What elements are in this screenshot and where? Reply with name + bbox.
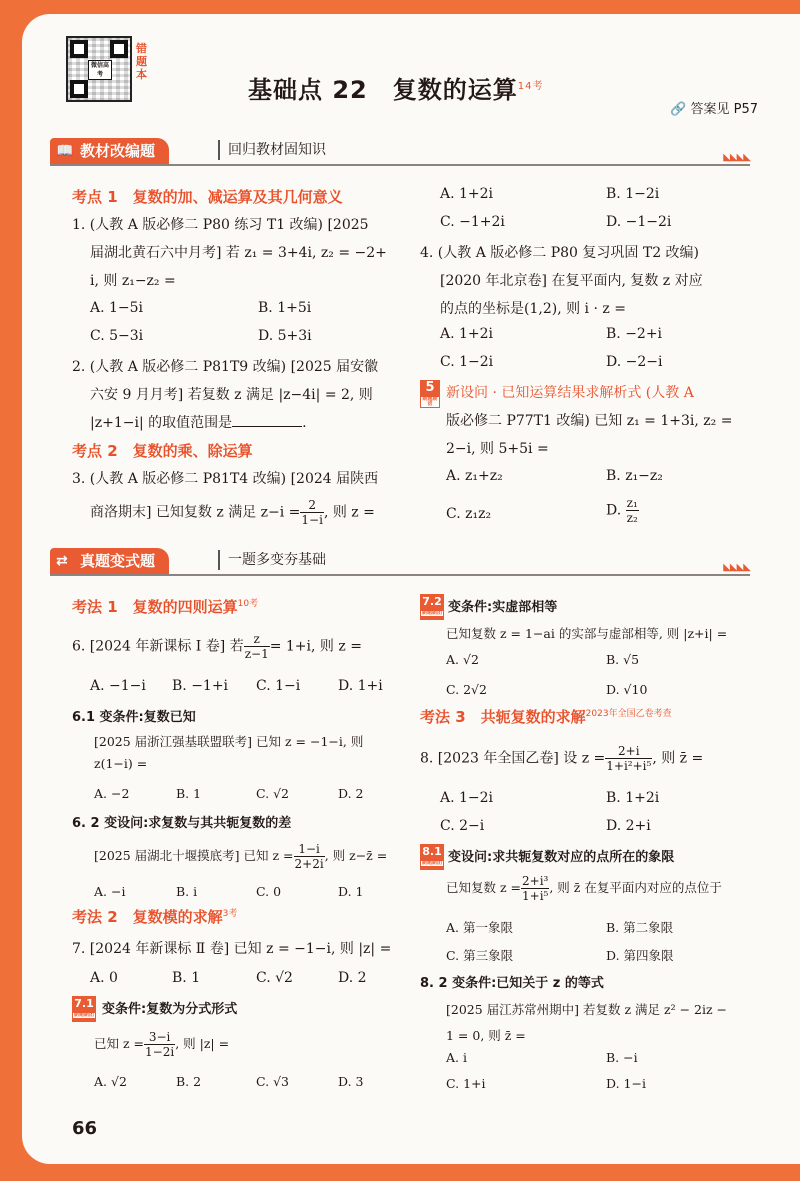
section-bar-1 — [50, 138, 750, 168]
title-sup: 14考 — [517, 81, 544, 92]
frac-num: 1−i — [294, 842, 325, 857]
side-tag: 错题本 — [136, 42, 147, 81]
section-title: 教材改编题 — [80, 142, 156, 160]
page-number: 66 — [72, 1118, 98, 1139]
v71-option-c[interactable]: C. √3 — [256, 1074, 289, 1089]
v72-option-b[interactable]: B. √5 — [606, 652, 640, 667]
qr-finder — [70, 80, 88, 98]
q6-option-a[interactable]: A. −1−i — [90, 678, 146, 694]
variant-badge — [72, 996, 96, 1022]
divider — [50, 574, 750, 576]
q2-line2: 六安 9 月月考] 若复数 z 满足 |z−4i| = 2, 则 — [90, 387, 373, 403]
q5-option-c[interactable]: C. z₁z₂ — [446, 506, 492, 522]
v61-line1: [2025 届浙江强基联盟联考] 已知 z = −1−i, 则 — [94, 734, 364, 749]
q3-line2 — [90, 498, 375, 527]
v61-option-c[interactable]: C. √2 — [256, 786, 289, 801]
variant-6-2: 6. 2 变设问:求复数与其共轭复数的差 — [72, 816, 292, 831]
q2-line3: |z+1−i| 的取值范围是 . — [90, 415, 307, 431]
q5-line1: 新设问 · 已知运算结果求解析式 (人教 A — [446, 385, 694, 401]
v61-option-a[interactable]: A. −2 — [94, 786, 130, 801]
kaofa-sup: 3考 — [222, 909, 238, 919]
kaofa-title: 考法 1 复数的四则运算 — [72, 598, 238, 616]
v81-option-a[interactable]: A. 第一象限 — [446, 920, 513, 935]
variant-6-1: 6.1 变条件:复数已知 — [72, 710, 196, 725]
v71-end: , 则 |z| = — [175, 1036, 230, 1051]
q3-option-b[interactable]: B. 1−2i — [606, 186, 660, 202]
v71-text: 已知 z = — [94, 1036, 145, 1051]
q1-option-c[interactable]: C. 5−3i — [90, 328, 144, 344]
v71-option-a[interactable]: A. √2 — [94, 1074, 127, 1089]
qr-code[interactable] — [66, 36, 132, 102]
link-icon: 🔗 — [670, 102, 687, 117]
q6-line — [72, 632, 362, 661]
answer-blank[interactable] — [232, 415, 302, 427]
variant-7-1: 变条件:复数为分式形式 — [102, 1002, 238, 1017]
v71-option-d[interactable]: D. 3 — [338, 1074, 364, 1089]
frac-den: 1−2i — [145, 1045, 175, 1059]
q3-fraction — [300, 498, 324, 527]
q3-option-d[interactable]: D. −1−2i — [606, 214, 672, 230]
v82-line1: [2025 届江苏常州期中] 若复数 z 满足 z² − 2iz − — [446, 1002, 728, 1017]
v81-fraction — [521, 874, 549, 903]
q4-option-c[interactable]: C. 1−2i — [440, 354, 494, 370]
q4-line3: 的点的坐标是(1,2), 则 i · z = — [440, 301, 626, 317]
q4-line2: [2020 年北京卷] 在复平面内, 复数 z 对应 — [440, 273, 703, 289]
v62-option-c[interactable]: C. 0 — [256, 884, 282, 899]
q7-option-a[interactable]: A. 0 — [90, 970, 118, 986]
swap-icon: ⇄ — [56, 553, 68, 569]
v81-option-b[interactable]: B. 第二象限 — [606, 920, 674, 935]
option-letter: D. — [606, 502, 622, 519]
variant-badge — [420, 844, 444, 870]
divider — [50, 164, 750, 166]
frac-num: z₁ — [626, 496, 638, 510]
q5-line3: 2−i, 则 5+5i = — [446, 441, 549, 457]
q8-fraction — [605, 744, 652, 773]
q4-option-b[interactable]: B. −2+i — [606, 326, 663, 342]
kaofa-3 — [420, 706, 672, 727]
q8-option-c[interactable]: C. 2−i — [440, 818, 485, 834]
q3-end: , 则 z = — [323, 504, 375, 521]
v62-line — [94, 842, 387, 871]
q6-end: = 1+i, 则 z = — [269, 638, 362, 655]
frac-den: z−1 — [244, 647, 269, 661]
v72-line1: 已知复数 z = 1−ai 的实部与虚部相等, 则 |z+i| = — [446, 626, 728, 641]
q1-option-a[interactable]: A. 1−5i — [90, 300, 144, 316]
v61-option-b[interactable]: B. 1 — [176, 786, 202, 801]
q2-line1: 2. (人教 A 版必修二 P81T9 改编) [2025 届安徽 — [72, 359, 379, 375]
v62-option-b[interactable]: B. i — [176, 884, 198, 899]
kaofa-sup: 2023年全国乙卷考查 — [585, 709, 672, 719]
v62-fraction — [294, 842, 325, 871]
q2-line3-text: |z+1−i| 的取值范围是 — [90, 415, 233, 431]
q8-option-d[interactable]: D. 2+i — [606, 818, 651, 834]
badge-sub: 刷题刷团 — [73, 1012, 94, 1018]
section-pill — [50, 548, 169, 574]
q6-fraction — [244, 632, 270, 661]
q8-option-a[interactable]: A. 1−2i — [440, 790, 494, 806]
q1-option-d[interactable]: D. 5+3i — [258, 328, 312, 344]
variant-badge — [420, 594, 444, 620]
q6-text: 6. [2024 年新课标 Ⅰ 卷] 若 — [72, 638, 244, 655]
v72-option-d[interactable]: D. √10 — [606, 682, 648, 697]
chevrons-icon: ◣◣◣◣ — [723, 562, 750, 573]
v81-end: , 则 z̄ 在复平面内对应的点位于 — [549, 880, 722, 895]
q8-option-b[interactable]: B. 1+2i — [606, 790, 660, 806]
kaodian-1: 考点 1 复数的加、减运算及其几何意义 — [72, 188, 343, 206]
q3-line1: 3. (人教 A 版必修二 P81T4 改编) [2024 届陕西 — [72, 471, 379, 487]
frac-num: 2+i³ — [522, 874, 549, 888]
kaodian-2: 考点 2 复数的乘、除运算 — [72, 442, 253, 460]
v61-line2: z(1−i) = — [94, 756, 148, 771]
q1-option-b[interactable]: B. 1+5i — [258, 300, 312, 316]
frac-num: 2+i — [605, 744, 652, 759]
badge-sub: 刷题刷团 — [421, 610, 442, 616]
q7-option-d[interactable]: D. 2 — [338, 970, 367, 986]
q6-option-c[interactable]: C. 1−i — [256, 678, 301, 694]
badge-num: 5 — [425, 380, 435, 395]
q5-d-fraction — [626, 496, 639, 525]
v62-text: [2025 届湖北十堰摸底考] 已知 z = — [94, 848, 294, 863]
frac-den: z₂ — [626, 511, 638, 525]
badge-num: 7.2 — [422, 595, 442, 608]
kaofa-sup: 10考 — [237, 599, 259, 609]
qr-finder — [110, 40, 128, 58]
frac-num: 2 — [300, 498, 324, 513]
badge-num: 7.1 — [74, 997, 94, 1010]
badge-num: 8.1 — [422, 845, 442, 858]
q7-option-b[interactable]: B. 1 — [172, 970, 201, 986]
chevrons-icon: ◣◣◣◣ — [723, 152, 750, 163]
v81-option-c[interactable]: C. 第三象限 — [446, 948, 514, 963]
q6-option-b[interactable]: B. −1+i — [172, 678, 229, 694]
v61-option-d[interactable]: D. 2 — [338, 786, 364, 801]
kaofa-title: 考法 2 复数模的求解 — [72, 908, 223, 926]
v82-option-d[interactable]: D. 1−i — [606, 1076, 646, 1091]
frac-den: 1−i — [301, 513, 323, 527]
v82-option-b[interactable]: B. −i — [606, 1050, 638, 1065]
frac-den: 1+i⁵ — [522, 889, 549, 903]
badge-sub: 刷题刷团 — [421, 860, 442, 866]
q8-line — [420, 744, 703, 773]
page-title — [248, 70, 544, 105]
v71-line — [94, 1030, 229, 1059]
section-pill — [50, 138, 169, 164]
qr-label: 微信高考 — [88, 60, 112, 80]
answer-ref-text: 答案见 P57 — [690, 102, 758, 117]
q7-option-c[interactable]: C. √2 — [256, 970, 293, 986]
q6-option-d[interactable]: D. 1+i — [338, 678, 383, 694]
q4-option-d[interactable]: D. −2−i — [606, 354, 663, 370]
variant-8-1: 变设问:求共轭复数对应的点所在的象限 — [448, 850, 675, 865]
v82-line2: 1 = 0, 则 z̄ = — [446, 1028, 526, 1043]
v82-option-a[interactable]: A. i — [446, 1050, 467, 1065]
variant-8-2: 8. 2 变条件:已知关于 z 的等式 — [420, 976, 604, 991]
qr-finder — [70, 40, 88, 58]
frac-den: 1+i²+i⁵ — [606, 759, 652, 773]
q1-line2: 届湖北黄石六中月考] 若 z₁ = 3+4i, z₂ = −2+ — [90, 245, 387, 261]
title-text: 基础点 22 复数的运算 — [248, 76, 518, 104]
v82-option-c[interactable]: C. 1+i — [446, 1076, 486, 1091]
q5-option-a[interactable]: A. z₁+z₂ — [446, 468, 503, 484]
v62-end: , 则 z−z̄ = — [324, 848, 388, 863]
section-bar-2 — [50, 548, 750, 578]
frac-num: z — [244, 632, 270, 647]
v72-option-c[interactable]: C. 2√2 — [446, 682, 487, 697]
kaofa-title: 考法 3 共轭复数的求解 — [420, 708, 586, 726]
section-title: 真题变式题 — [80, 552, 156, 570]
variant-7-2: 变条件:实虚部相等 — [448, 600, 558, 615]
v62-option-a[interactable]: A. −i — [94, 884, 126, 899]
q5-option-d[interactable] — [606, 496, 639, 525]
q3-option-c[interactable]: C. −1+2i — [440, 214, 505, 230]
v81-line — [446, 874, 722, 903]
badge-sub: 刷题刷团 — [420, 396, 440, 408]
q3-text: 商洛期末] 已知复数 z 满足 z−i = — [90, 504, 301, 521]
v71-fraction — [144, 1030, 175, 1059]
book-icon: 📖 — [56, 143, 74, 159]
answer-ref — [670, 98, 758, 117]
question-badge — [420, 380, 440, 406]
frac-num: 3−i — [144, 1030, 175, 1045]
section-subtitle: 一题多变夯基础 — [218, 550, 326, 570]
kaofa-2 — [72, 906, 237, 927]
q3-option-a[interactable]: A. 1+2i — [440, 186, 494, 202]
v81-text: 已知复数 z = — [446, 880, 522, 895]
q7-line: 7. [2024 年新课标 Ⅱ 卷] 已知 z = −1−i, 则 |z| = — [72, 941, 392, 957]
frac-den: 2+2i — [294, 857, 324, 871]
v72-option-a[interactable]: A. √2 — [446, 652, 479, 667]
q8-text: 8. [2023 年全国乙卷] 设 z = — [420, 750, 606, 767]
v81-option-d[interactable]: D. 第四象限 — [606, 948, 674, 963]
section-subtitle: 回归教材固知识 — [218, 140, 326, 160]
q1-line1: 1. (人教 A 版必修二 P80 练习 T1 改编) [2025 — [72, 217, 369, 233]
q5-option-b[interactable]: B. z₁−z₂ — [606, 468, 663, 484]
v62-option-d[interactable]: D. 1 — [338, 884, 364, 899]
q5-line2: 版必修二 P77T1 改编) 已知 z₁ = 1+3i, z₂ = — [446, 413, 733, 429]
kaofa-1 — [72, 596, 258, 617]
v71-option-b[interactable]: B. 2 — [176, 1074, 202, 1089]
q8-end: , 则 z̄ = — [652, 750, 704, 767]
q1-line3: i, 则 z₁−z₂ = — [90, 273, 176, 289]
q4-option-a[interactable]: A. 1+2i — [440, 326, 494, 342]
q4-line1: 4. (人教 A 版必修二 P80 复习巩固 T2 改编) — [420, 245, 700, 261]
